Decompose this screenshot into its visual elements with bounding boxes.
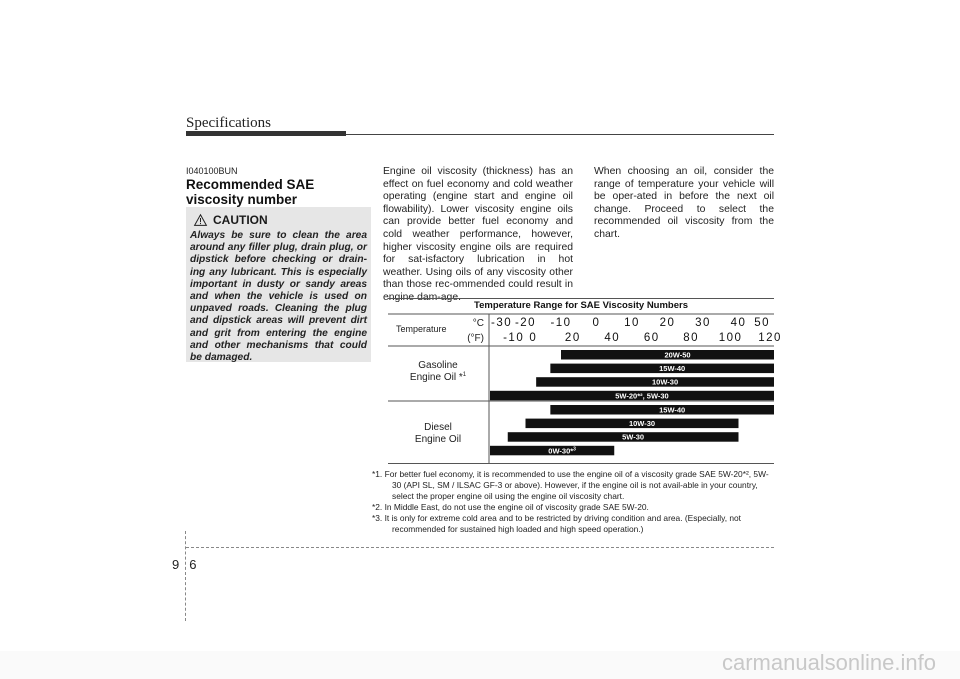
footer-vertical-dashed-rule (185, 531, 186, 621)
tick-celsius: 10 (624, 317, 640, 329)
bar-label: 15W-40 (659, 364, 686, 374)
bar-label: 10W-30 (628, 419, 656, 429)
body-paragraph-viscosity: Engine oil viscosity (thickness) has an effect on fuel economy and cold weather operating (engine start and engine oil flowability). Lower viscosity engine oils can provide better fuel economy and cold weather performance, however, higher viscosity engine oils are required for sat-isfactory lubrication in hot weather. Using oils of any viscosity other than those rec-ommended could result in engine dam-age. (383, 166, 573, 303)
footnote-1: *1. For better fuel economy, it is recommended to use the engine oil of a viscosity grade SAE 5W-20*², 5W-30 (API SL, SM / ILSAC GF-3 or above). However, if the engine oil is not avail-able in your country, select the proper engine oil using the engine oil viscosity chart. (372, 469, 769, 501)
bar-label: 5W-20*², 5W-30 (615, 391, 669, 401)
chart-title: Temperature Range for SAE Viscosity Numbers (474, 300, 688, 311)
section-title: Recommended SAE viscosity number (186, 177, 315, 207)
page-number: 96 (172, 557, 207, 572)
footnotes (372, 469, 775, 535)
group-label-line1: Diesel (424, 422, 452, 433)
group-label-line2: Engine Oil (414, 434, 462, 445)
tick-fahrenheit: 0 (529, 332, 538, 344)
bar-label: 15W-40 (659, 405, 686, 415)
tick-fahrenheit: 80 (683, 332, 700, 344)
bar-label: 20W-50 (664, 350, 691, 360)
group-label-line1: Gasoline (418, 360, 458, 371)
page-header-title: Specifications (186, 115, 271, 131)
tick-fahrenheit: -10 (503, 332, 525, 344)
footnote-2: *2. In Middle East, do not use the engine oil of viscosity grade SAE 5W-20. (372, 502, 649, 512)
body-paragraph-choosing: When choosing an oil, consider the range of temperature your vehicle will be oper-ated in before the next oil change. Proceed to select the recommended oil viscosity from the chart. (594, 166, 774, 240)
tick-celsius: 20 (659, 317, 676, 329)
tick-celsius: 0 (592, 317, 601, 329)
section-code: I040100BUN (186, 166, 238, 176)
tick-fahrenheit: 60 (643, 332, 660, 344)
tick-celsius: -10 (550, 317, 572, 329)
tick-fahrenheit: 20 (564, 332, 581, 344)
caution-text: Always be sure to clean the area around any filler plug, drain plug, or dipstick before checking or drain-ing any lubricant. This is especially important in dusty or sandy areas and when the vehicle is used on unpaved roads. Cleaning the plug and dipstick areas will prevent dirt and grit from entering the engine and other mechanisms that could be damaged. (190, 230, 367, 364)
watermark-text: carmanualsonline.info (721, 650, 936, 675)
tick-celsius: 50 (754, 317, 770, 329)
unit-celsius-label: °C (472, 318, 484, 329)
viscosity-chart (388, 298, 782, 464)
bar-label: 0W-30*$^3$ (548, 446, 576, 456)
footnote-3: *3. It is only for extreme cold area and to be restricted by driving condition and area. (Especially, not recommended for sustained high loaded and high speed operation.) (372, 513, 742, 534)
tick-celsius: -20 (514, 317, 537, 329)
tick-fahrenheit: 40 (604, 332, 621, 344)
caution-label: CAUTION (213, 213, 268, 227)
temperature-label: Temperature (396, 324, 447, 334)
tick-celsius: 40 (730, 317, 747, 329)
header-rule-accent (186, 131, 346, 136)
tick-fahrenheit: 120 (758, 332, 782, 344)
group-label-line2: Engine Oil *$^1$ (409, 372, 467, 383)
tick-celsius: -30 (491, 317, 513, 329)
bar-label: 10W-30 (652, 377, 679, 387)
bar-label-sup: 3 (573, 446, 576, 453)
tick-fahrenheit: 100 (718, 332, 743, 344)
unit-fahrenheit-label: (°F) (467, 333, 484, 344)
warning-triangle-icon (194, 214, 207, 226)
tick-celsius: 30 (695, 317, 711, 329)
bar-label: 5W-30 (622, 432, 645, 442)
group-label-sup: 1 (462, 372, 467, 378)
footer-dashed-rule (186, 547, 774, 548)
caution-header (194, 213, 268, 227)
